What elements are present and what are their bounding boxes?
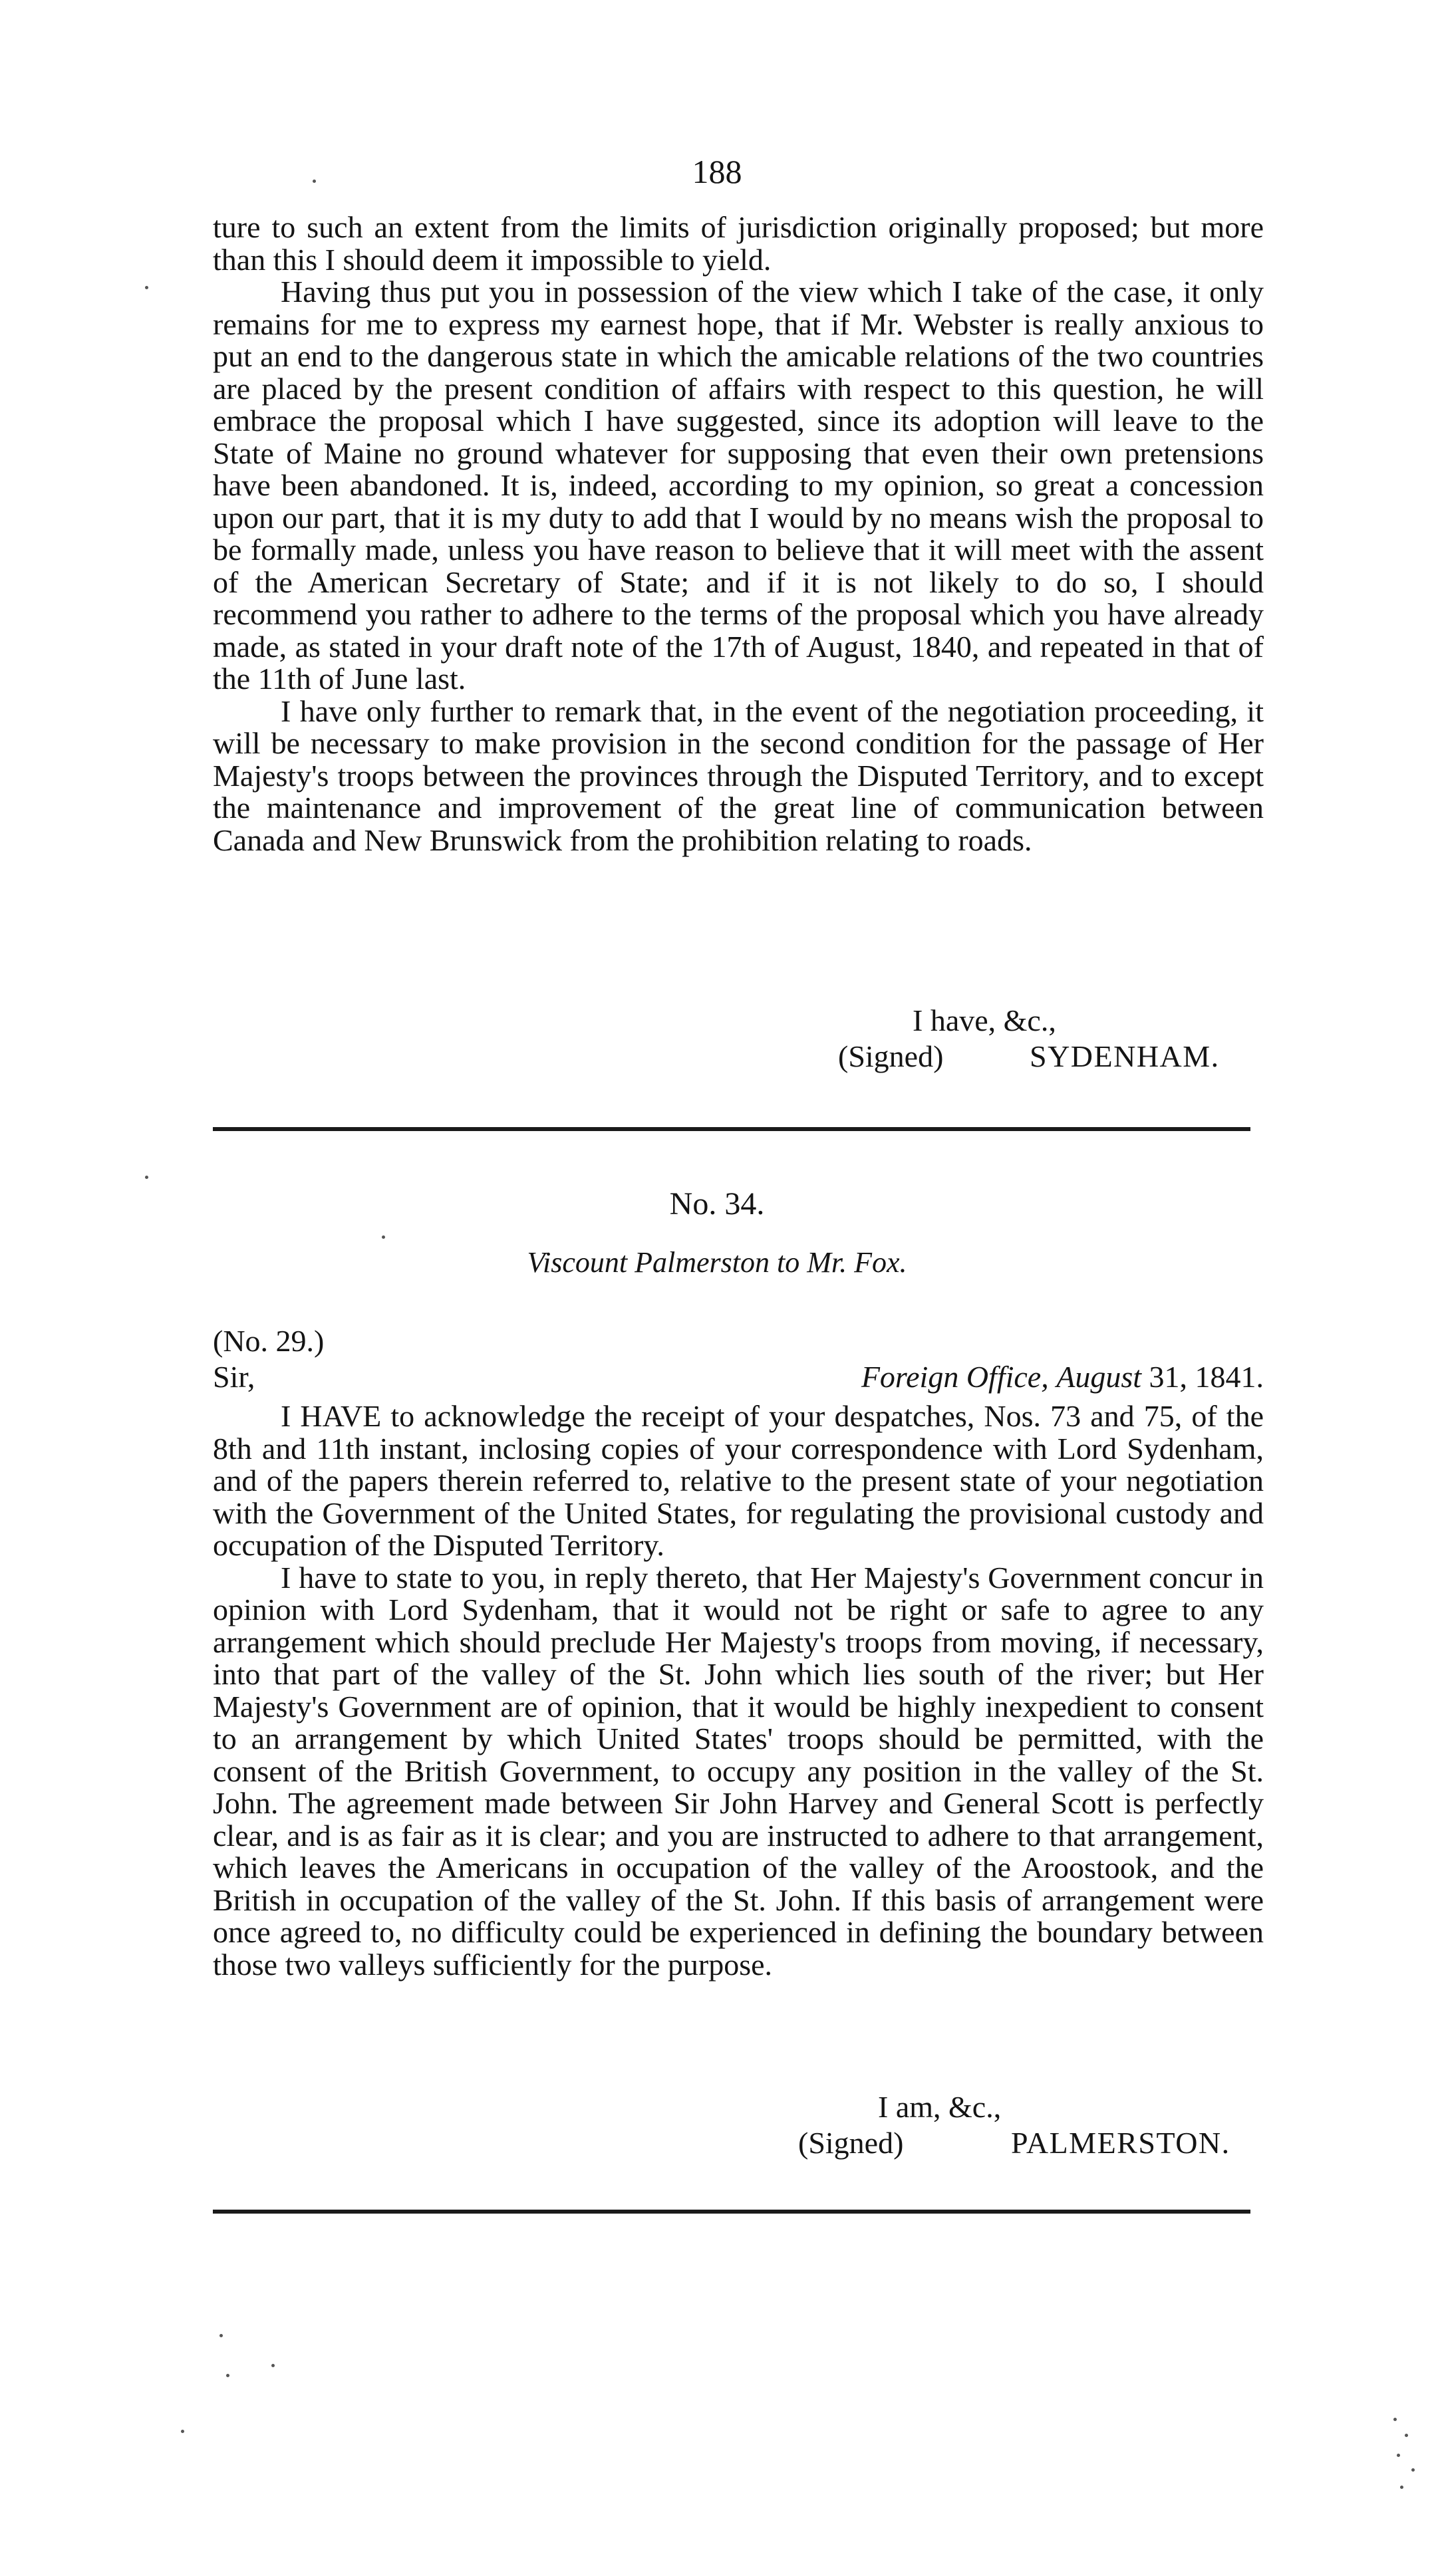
signature-line	[213, 2125, 1264, 2161]
reference-line	[213, 1323, 1264, 1359]
letter-sydenham-body	[213, 211, 1264, 856]
letter-palmerston-signoff	[213, 2089, 1264, 2161]
closing-line	[213, 1003, 1264, 1039]
salutation-line	[213, 1359, 1264, 1395]
scan-speck	[226, 2374, 229, 2377]
document-number: No. 34.	[669, 1186, 765, 1222]
document-title: Viscount Palmerston to Mr. Fox.	[527, 1246, 907, 1279]
signature-line	[213, 1039, 1264, 1075]
dateline-place: Foreign Office,	[861, 1360, 1049, 1394]
scan-speck	[1393, 2418, 1397, 2421]
scan-speck	[271, 2364, 275, 2367]
scan-speck	[1397, 2454, 1400, 2457]
scan-speck	[181, 2430, 184, 2433]
page-number: 188	[692, 153, 742, 190]
signature: SYDENHAM.	[1030, 1039, 1220, 1073]
closing-line	[213, 2089, 1264, 2125]
reference-number: (No. 29.)	[213, 1324, 325, 1358]
closing: I have, &c.,	[913, 1003, 1056, 1037]
scan-speck	[145, 286, 148, 289]
paragraph: I have only further to remark that, in the event of the negotiation proceeding, it will be necessary to make provision in the second condition for the passage of Her Majesty's troops between the provinces through the Disputed Territory, and to except the maintenance and improvement of the great line of communication between Canada and New Brunswick from the prohibition relating to roads.	[213, 694, 1264, 857]
section-divider	[213, 1127, 1250, 1131]
letter-sydenham-signoff	[213, 1003, 1264, 1075]
letter-palmerston-header	[213, 1323, 1264, 1395]
scan-speck	[145, 1176, 148, 1179]
letter-palmerston-body	[213, 1400, 1264, 1981]
scan-speck	[1405, 2434, 1408, 2437]
scan-speck	[1400, 2486, 1403, 2489]
salutation: Sir,	[213, 1360, 255, 1394]
dateline-rest: 31, 1841.	[1149, 1360, 1264, 1394]
scan-speck	[219, 2334, 223, 2337]
signed-label: (Signed)	[838, 1039, 944, 1073]
paragraph: Having thus put you in possession of the view which I take of the case, it only remains for me to express my earnest hope, that if Mr. Webster is really anxious to put an end to the dangerous state in which the amicable relations of the two countries are placed by the present condition of affairs with respect to this question, he will embrace the proposal which I have suggested, since its adoption will leave to the State of Maine no ground whatever for supposing that even their own pretensions have been abandoned. It is, indeed, according to my opinion, so great a concession upon our part, that it is my duty to add that I would by no means wish the proposal to be formally made, unless you have reason to believe that it will meet with the assent of the American Secretary of State; and if it is not likely to do so, I should recommend you rather to adhere to the terms of the proposal which you have already made, as stated in your draft note of the 17th of August, 1840, and repeated in that of the 11th of June last.	[213, 275, 1264, 696]
scan-speck	[382, 1235, 385, 1239]
dateline-month: August	[1056, 1360, 1141, 1394]
paragraph: I HAVE to acknowledge the receipt of your despatches, Nos. 73 and 75, of the 8th and 11th instant, inclosing copies of your correspondence with Lord Sydenham, and of the papers therein referred to, relative to the present state of your negotiation with the Government of the United States, for regulating the provisional custody and occupation of the Disputed Territory.	[213, 1399, 1264, 1562]
closing: I am, &c.,	[878, 2090, 1002, 2124]
dateline	[861, 1359, 1264, 1395]
scan-speck	[313, 180, 316, 183]
section-divider	[213, 2210, 1250, 2214]
paragraph: ture to such an extent from the limits of jurisdiction originally proposed; but more than this I should deem it impossible to yield.	[213, 210, 1264, 277]
signature: PALMERSTON.	[1011, 2126, 1230, 2160]
paragraph: I have to state to you, in reply thereto, that Her Majesty's Government concur in opinion with Lord Sydenham, that it would not be right or safe to agree to any arrangement which should preclude Her Majesty's troops from moving, if necessary, into that part of the valley of the St. John which lies south of the river; but Her Majesty's Government are of opinion, that it would be highly inexpedient to consent to an arrangement by which United States' troops should be permitted, with the consent of the British Government, to occupy any position in the valley of the St. John. The agreement made between Sir John Harvey and General Scott is perfectly clear, and is as fair as it is clear; and you are instructed to adhere to that arrangement, which leaves the Americans in occupation of the valley of the Aroostook, and the British in occupation of the valley of the St. John. If this basis of arrangement were once agreed to, no difficulty could be experienced in defining the boundary between those two valleys sufficiently for the purpose.	[213, 1560, 1264, 1982]
signed-label: (Signed)	[798, 2126, 904, 2160]
scan-speck	[1411, 2468, 1415, 2472]
